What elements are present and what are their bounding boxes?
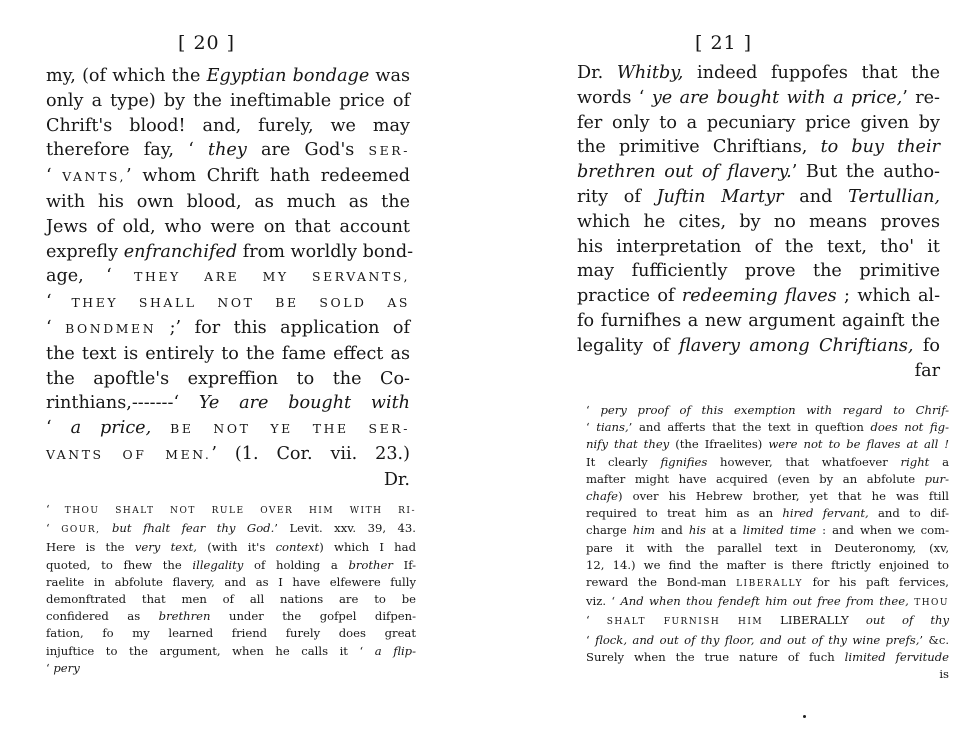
text-run: Jews of old, who were on that account	[46, 216, 410, 237]
italic-text: context	[275, 540, 320, 555]
text-run: ‘	[46, 317, 66, 338]
text-run: ; which al-	[836, 286, 941, 307]
italic-text: were not to be flaves at all !	[768, 437, 950, 452]
text-run: 12, 14.) we find the mafter is there ftrictly enjoined to	[586, 557, 949, 572]
text-run: ’ Levit. xxv. 39, 43.	[274, 521, 416, 536]
text-run: quoted, to fhew the	[46, 557, 193, 572]
text-run: is	[939, 667, 949, 682]
small-caps-text: THEY SHALL NOT BE SOLD AS	[71, 295, 410, 311]
text-run: LIBERALLY	[763, 613, 866, 628]
text-line	[46, 164, 410, 190]
text-run: a	[929, 454, 949, 469]
text-run: and	[654, 523, 689, 538]
italic-text: they	[208, 140, 247, 161]
text-line	[46, 608, 416, 625]
italic-text: tians,	[596, 420, 629, 435]
text-run: ‘	[46, 502, 65, 516]
italic-text: limited time	[742, 523, 817, 538]
text-line	[46, 367, 410, 392]
text-run: viz. ‘	[586, 594, 621, 609]
text-run: ‘	[586, 420, 597, 435]
text-run	[151, 418, 170, 438]
italic-text: Ye are bought with	[198, 393, 410, 414]
text-run: raelite in abfolute flavery, and as I have elfewere fully	[46, 574, 416, 589]
italic-text: redeeming flaves	[681, 286, 837, 307]
text-line	[46, 416, 410, 442]
text-line	[46, 442, 410, 468]
text-run: demonftrated that men of all nations are to be	[46, 592, 416, 607]
text-run: (the Ifraelites)	[669, 437, 769, 452]
text-line	[586, 419, 949, 436]
text-line	[586, 454, 949, 471]
ink-speck	[803, 715, 806, 718]
text-run: If-	[392, 557, 416, 572]
text-line	[46, 468, 410, 493]
small-caps-text: THOU SHALT NOT RULE OVER HIM WITH RI-	[64, 506, 416, 516]
text-run: : and when we com-	[816, 523, 949, 538]
text-run: the apoftle's expreffion to the Co-	[46, 368, 410, 389]
text-line	[46, 557, 416, 574]
italic-text: limited fervitude	[844, 649, 949, 664]
footnote	[46, 501, 416, 677]
text-line	[46, 240, 414, 265]
text-run: ‘	[46, 166, 63, 187]
text-line	[586, 666, 949, 683]
text-run: ‘	[46, 521, 62, 536]
text-run: which he cites, by no means proves	[577, 211, 940, 232]
italic-text: brethren out of flavery.	[577, 162, 792, 183]
text-line	[46, 316, 410, 342]
italic-text: pery	[53, 660, 80, 675]
italic-text: a flip-	[374, 643, 416, 658]
text-line	[46, 643, 416, 660]
text-line	[46, 64, 410, 89]
text-line	[577, 259, 940, 284]
text-line	[46, 290, 410, 316]
text-line	[46, 114, 410, 139]
text-run: under the gofpel difpen-	[210, 609, 417, 624]
text-run: ‘	[46, 292, 72, 313]
text-run: fo furnifhes a new argument againft the	[577, 310, 940, 331]
text-run: ) which I had	[319, 540, 416, 555]
italic-text: flock, and out of thy floor, and out of thy wine prefs,	[595, 632, 920, 647]
text-line	[577, 160, 940, 185]
text-run: my, (of which the	[46, 66, 207, 86]
text-run: (with it's	[196, 540, 276, 555]
italic-text: a price,	[70, 418, 152, 439]
text-line	[586, 649, 949, 666]
text-run: injuftice to the argument, when he calls it ‘	[46, 643, 375, 658]
text-line	[577, 111, 940, 136]
text-line	[586, 612, 949, 631]
italic-text: pur-	[924, 471, 949, 486]
text-run: ’ whom Chrift hath redeemed	[126, 166, 411, 187]
text-run: Chrift's blood! and, furely, we may	[46, 115, 410, 136]
page-number: [ 21 ]	[695, 32, 753, 54]
text-run: indeed fuppofes that the	[683, 63, 940, 83]
text-line	[46, 539, 416, 556]
italic-text: flavery among Chriftians,	[678, 335, 914, 356]
text-run: the text is entirely to the fame effect as	[46, 343, 410, 364]
text-run: for his paft fervices,	[802, 575, 949, 590]
text-line	[577, 86, 940, 111]
text-run: ’ &c.	[919, 632, 950, 647]
text-line	[46, 264, 410, 290]
text-run: It clearly	[586, 454, 661, 469]
text-run: fo	[913, 335, 941, 356]
text-line	[586, 471, 949, 488]
italic-text: his	[688, 523, 706, 538]
italic-text: out of thy	[865, 613, 950, 628]
text-line	[586, 557, 949, 574]
italic-text: fignifies	[660, 454, 708, 469]
text-line	[46, 138, 410, 164]
text-run: are God's	[246, 140, 369, 161]
text-line	[577, 309, 940, 334]
text-run: and to dif-	[868, 506, 950, 521]
italic-text: And when thou fendeft him out free from thee,	[620, 594, 909, 609]
text-line	[46, 591, 416, 608]
text-run: ‘	[586, 403, 601, 417]
text-run: fation, fo my learned friend furely does great	[46, 626, 416, 641]
text-run: Dr.	[383, 469, 410, 490]
text-line	[46, 574, 416, 591]
text-line	[46, 660, 416, 677]
text-line	[577, 61, 940, 86]
text-run: reward the Bond-man	[586, 575, 737, 590]
italic-text: to buy their	[820, 137, 941, 158]
text-line	[46, 342, 410, 367]
text-line	[577, 135, 940, 160]
text-run: his interpretation of the text, tho' it	[577, 236, 940, 257]
small-caps-text: BE NOT YE THE SER-	[170, 421, 411, 437]
text-run: only a type) by the ineftimable price of	[46, 90, 410, 111]
small-caps-text: VANTS,	[62, 169, 127, 185]
text-run: ’ (1. Cor. vii. 23.)	[211, 443, 410, 464]
main-text	[577, 61, 940, 383]
text-line	[46, 89, 410, 114]
text-run: charge	[586, 523, 633, 538]
text-line	[577, 185, 940, 210]
small-caps-text: THOU	[914, 598, 950, 609]
text-line	[46, 215, 410, 240]
italic-text: brother	[348, 557, 393, 572]
text-run: ‘	[46, 418, 71, 439]
italic-text: very text,	[134, 540, 197, 555]
text-run: Dr.	[577, 63, 617, 83]
italic-text: Whitby,	[616, 63, 684, 83]
text-run: was	[369, 66, 410, 86]
text-line	[46, 520, 416, 539]
italic-text: chafe	[586, 489, 619, 504]
text-line	[46, 190, 410, 215]
italic-text: illegality	[192, 557, 244, 572]
text-line	[577, 359, 940, 384]
text-run: ‘	[586, 632, 596, 647]
italic-text: Egyptian bondage	[206, 66, 370, 86]
page-number: [ 20 ]	[178, 32, 236, 54]
small-caps-text: THEY ARE MY SERVANTS,	[134, 269, 410, 285]
italic-text: does not fig-	[870, 420, 949, 435]
italic-text: right	[900, 454, 930, 469]
italic-text: ye are bought with a price,	[651, 87, 903, 108]
small-caps-text: BONDMEN	[65, 320, 157, 336]
text-run: therefore fay, ‘	[46, 140, 209, 161]
text-run: age, ‘	[46, 266, 135, 287]
text-line	[577, 235, 940, 260]
text-line	[586, 593, 949, 612]
text-line	[586, 402, 949, 419]
text-run: may fufficiently prove the primitive	[577, 261, 940, 282]
text-run: from worldly bond-	[237, 241, 414, 262]
text-run: ;’ for this application of	[156, 317, 411, 338]
text-line	[577, 284, 940, 309]
text-run: however, that whatfoever	[707, 454, 901, 469]
italic-text: pery proof of this exemption with regard to Chrif-	[600, 403, 949, 417]
text-run: practice of	[577, 286, 682, 307]
text-line	[586, 574, 949, 593]
text-run: words ‘	[577, 87, 652, 108]
text-run: the primitive Chriftians,	[577, 137, 821, 158]
italic-text: hired fervant,	[782, 506, 869, 521]
text-run: far	[914, 360, 940, 381]
left-page	[0, 0, 470, 752]
text-run: with his own blood, as much as the	[46, 191, 410, 212]
text-line	[586, 632, 949, 649]
text-line	[46, 625, 416, 642]
small-caps-text: SHALT FURNISH HIM	[606, 617, 764, 628]
italic-text: enfranchifed	[123, 241, 238, 262]
small-caps-text: GOUR,	[61, 525, 101, 536]
text-run: fer only to a pecuniary price given by	[577, 112, 940, 133]
text-run: Here is the	[46, 540, 135, 555]
text-line	[577, 210, 940, 235]
text-line	[586, 505, 949, 522]
italic-text: nify that they	[586, 437, 670, 452]
text-run: Surely when the true nature of fuch	[586, 649, 845, 664]
italic-text: but fhalt fear thy God.	[112, 521, 275, 536]
text-run: rinthians,-------‘	[46, 393, 199, 414]
small-caps-text: LIBERALLY	[736, 579, 803, 590]
text-run: of holding a	[243, 557, 349, 572]
italic-text: Juftin Martyr	[656, 186, 784, 207]
italic-text: Tertullian,	[848, 186, 940, 207]
text-run: confidered as	[46, 609, 159, 624]
text-run: ) over his Hebrew brother, yet that he was ftill	[618, 489, 949, 504]
text-run: ’ and afferts that the text in queftion	[628, 420, 871, 435]
text-run: ‘	[586, 613, 607, 628]
text-line	[46, 501, 416, 520]
main-text	[46, 64, 414, 493]
text-run: legality of	[577, 335, 679, 356]
text-line	[577, 334, 940, 359]
italic-text: brethren	[158, 609, 211, 624]
text-line	[586, 436, 949, 453]
italic-text: him	[632, 523, 655, 538]
text-run: rity of	[577, 186, 657, 207]
text-line	[586, 522, 949, 539]
text-line	[586, 488, 949, 505]
text-run: pare it with the parallel text in Deuteronomy, (xv,	[586, 540, 949, 555]
text-run: ‘	[46, 660, 54, 675]
text-run: required to treat him as an	[586, 506, 783, 521]
text-run: at a	[706, 523, 743, 538]
footnote	[586, 402, 949, 683]
text-run: ’ re-	[902, 87, 940, 108]
text-line	[46, 391, 410, 416]
text-line	[586, 540, 949, 557]
text-run	[101, 521, 113, 535]
small-caps-text: VANTS OF MEN.	[46, 446, 212, 462]
text-run: and	[783, 186, 849, 207]
text-run: ’ But the autho-	[791, 162, 940, 183]
small-caps-text: SER-	[368, 143, 410, 159]
text-run: exprefly	[46, 241, 124, 262]
right-page	[490, 0, 980, 752]
text-run: mafter might have acquired (even by an abfolute	[586, 471, 925, 486]
